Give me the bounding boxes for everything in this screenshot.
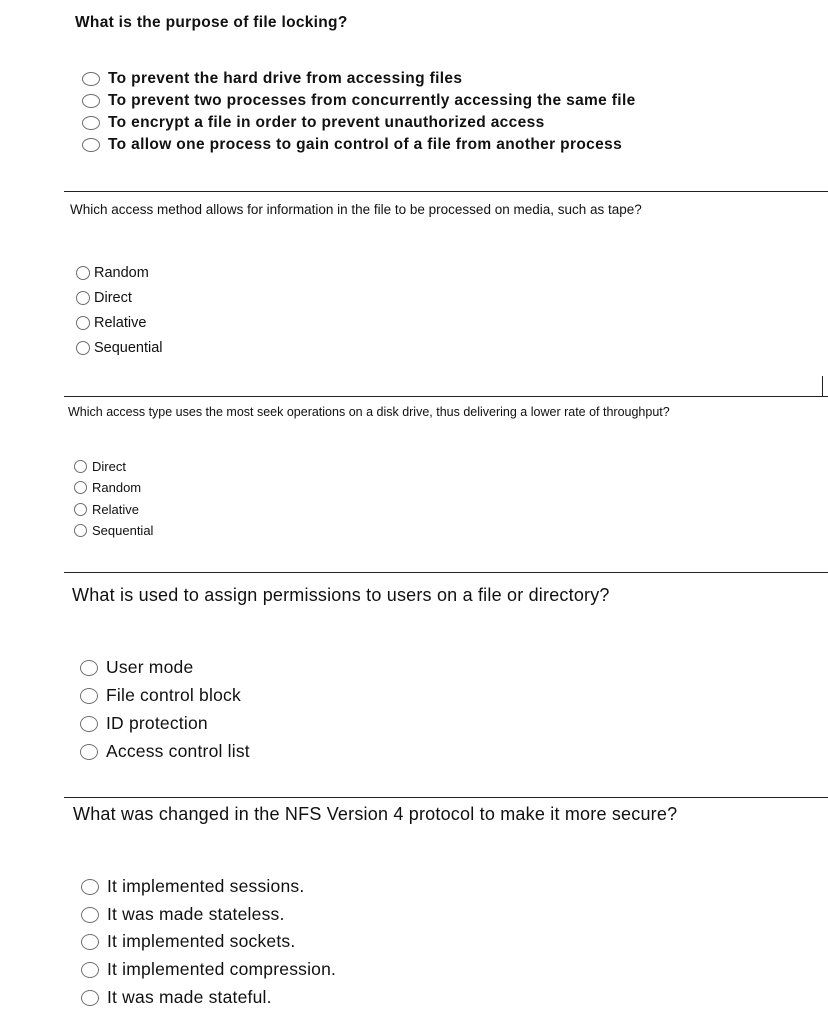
divider	[64, 396, 828, 397]
radio-button[interactable]	[76, 291, 90, 305]
radio-button[interactable]	[82, 72, 100, 86]
radio-button[interactable]	[81, 934, 99, 950]
option-label: User mode	[106, 657, 194, 677]
radio-button[interactable]	[82, 138, 100, 152]
question-2-text: Which access method allows for information in the file to be processed on media, such as tape?	[70, 202, 642, 217]
question-5-option-5[interactable]	[81, 987, 272, 1008]
divider	[64, 797, 828, 798]
option-label: To prevent two processes from concurrently accessing the same file	[108, 92, 636, 109]
radio-button[interactable]	[74, 460, 87, 473]
question-1-option-4[interactable]	[82, 136, 622, 154]
radio-button[interactable]	[74, 503, 87, 516]
divider	[64, 191, 828, 192]
option-label: Random	[94, 265, 149, 281]
radio-button[interactable]	[76, 316, 90, 330]
radio-button[interactable]	[80, 716, 98, 732]
question-3-text: Which access type uses the most seek operations on a disk drive, thus delivering a lower rate of throughput?	[68, 405, 670, 419]
option-label: Sequential	[94, 340, 163, 356]
question-3-option-2[interactable]	[74, 480, 141, 495]
question-2-option-4[interactable]	[76, 340, 163, 356]
question-2-option-1[interactable]	[76, 265, 149, 281]
question-4-option-2[interactable]	[80, 685, 241, 706]
option-label: It implemented sockets.	[107, 931, 296, 951]
radio-button[interactable]	[82, 116, 100, 130]
radio-button[interactable]	[81, 907, 99, 923]
question-5-option-1[interactable]	[81, 876, 304, 897]
option-label: It implemented compression.	[107, 959, 337, 979]
option-label: File control block	[106, 685, 241, 705]
option-label: To allow one process to gain control of a file from another process	[108, 136, 623, 153]
divider	[64, 572, 828, 573]
question-5-text: What was changed in the NFS Version 4 protocol to make it more secure?	[73, 804, 678, 824]
radio-button[interactable]	[80, 660, 98, 676]
radio-button[interactable]	[74, 524, 87, 537]
option-label: It was made stateful.	[107, 987, 272, 1007]
radio-button[interactable]	[81, 962, 99, 978]
option-label: Direct	[94, 290, 132, 306]
question-5-option-2[interactable]	[81, 904, 285, 925]
option-label: ID protection	[106, 713, 208, 733]
radio-button[interactable]	[74, 481, 87, 494]
option-label: Relative	[94, 315, 147, 331]
option-label: Direct	[92, 459, 126, 474]
radio-button[interactable]	[82, 94, 100, 108]
radio-button[interactable]	[81, 879, 99, 895]
radio-button[interactable]	[76, 266, 90, 280]
question-4-option-3[interactable]	[80, 713, 208, 734]
question-2-option-2[interactable]	[76, 290, 132, 306]
question-4-text: What is used to assign permissions to users on a file or directory?	[72, 585, 610, 605]
question-4-option-1[interactable]	[80, 657, 193, 678]
question-4-option-4[interactable]	[80, 741, 250, 762]
question-1-option-1[interactable]	[82, 70, 462, 88]
question-3-option-4[interactable]	[74, 523, 153, 538]
option-label: It was made stateless.	[107, 904, 285, 924]
option-label: To prevent the hard drive from accessing files	[108, 70, 463, 87]
radio-button[interactable]	[80, 688, 98, 704]
radio-button[interactable]	[81, 990, 99, 1006]
question-5-option-4[interactable]	[81, 959, 336, 980]
option-label: Sequential	[92, 523, 154, 538]
question-1-option-3[interactable]	[82, 114, 545, 132]
option-label: Random	[92, 480, 142, 495]
option-label: Relative	[92, 502, 139, 517]
option-label: To encrypt a file in order to prevent unauthorized access	[108, 114, 545, 131]
question-2-option-3[interactable]	[76, 315, 146, 331]
radio-button[interactable]	[80, 744, 98, 760]
question-3-option-1[interactable]	[74, 459, 126, 474]
radio-button[interactable]	[76, 341, 90, 355]
option-label: It implemented sessions.	[107, 876, 305, 896]
option-label: Access control list	[106, 741, 250, 761]
question-3-option-3[interactable]	[74, 502, 139, 517]
question-1-option-2[interactable]	[82, 92, 636, 110]
question-5-option-3[interactable]	[81, 931, 295, 952]
edge-mark	[822, 376, 823, 397]
question-1-text: What is the purpose of file locking?	[75, 14, 348, 31]
